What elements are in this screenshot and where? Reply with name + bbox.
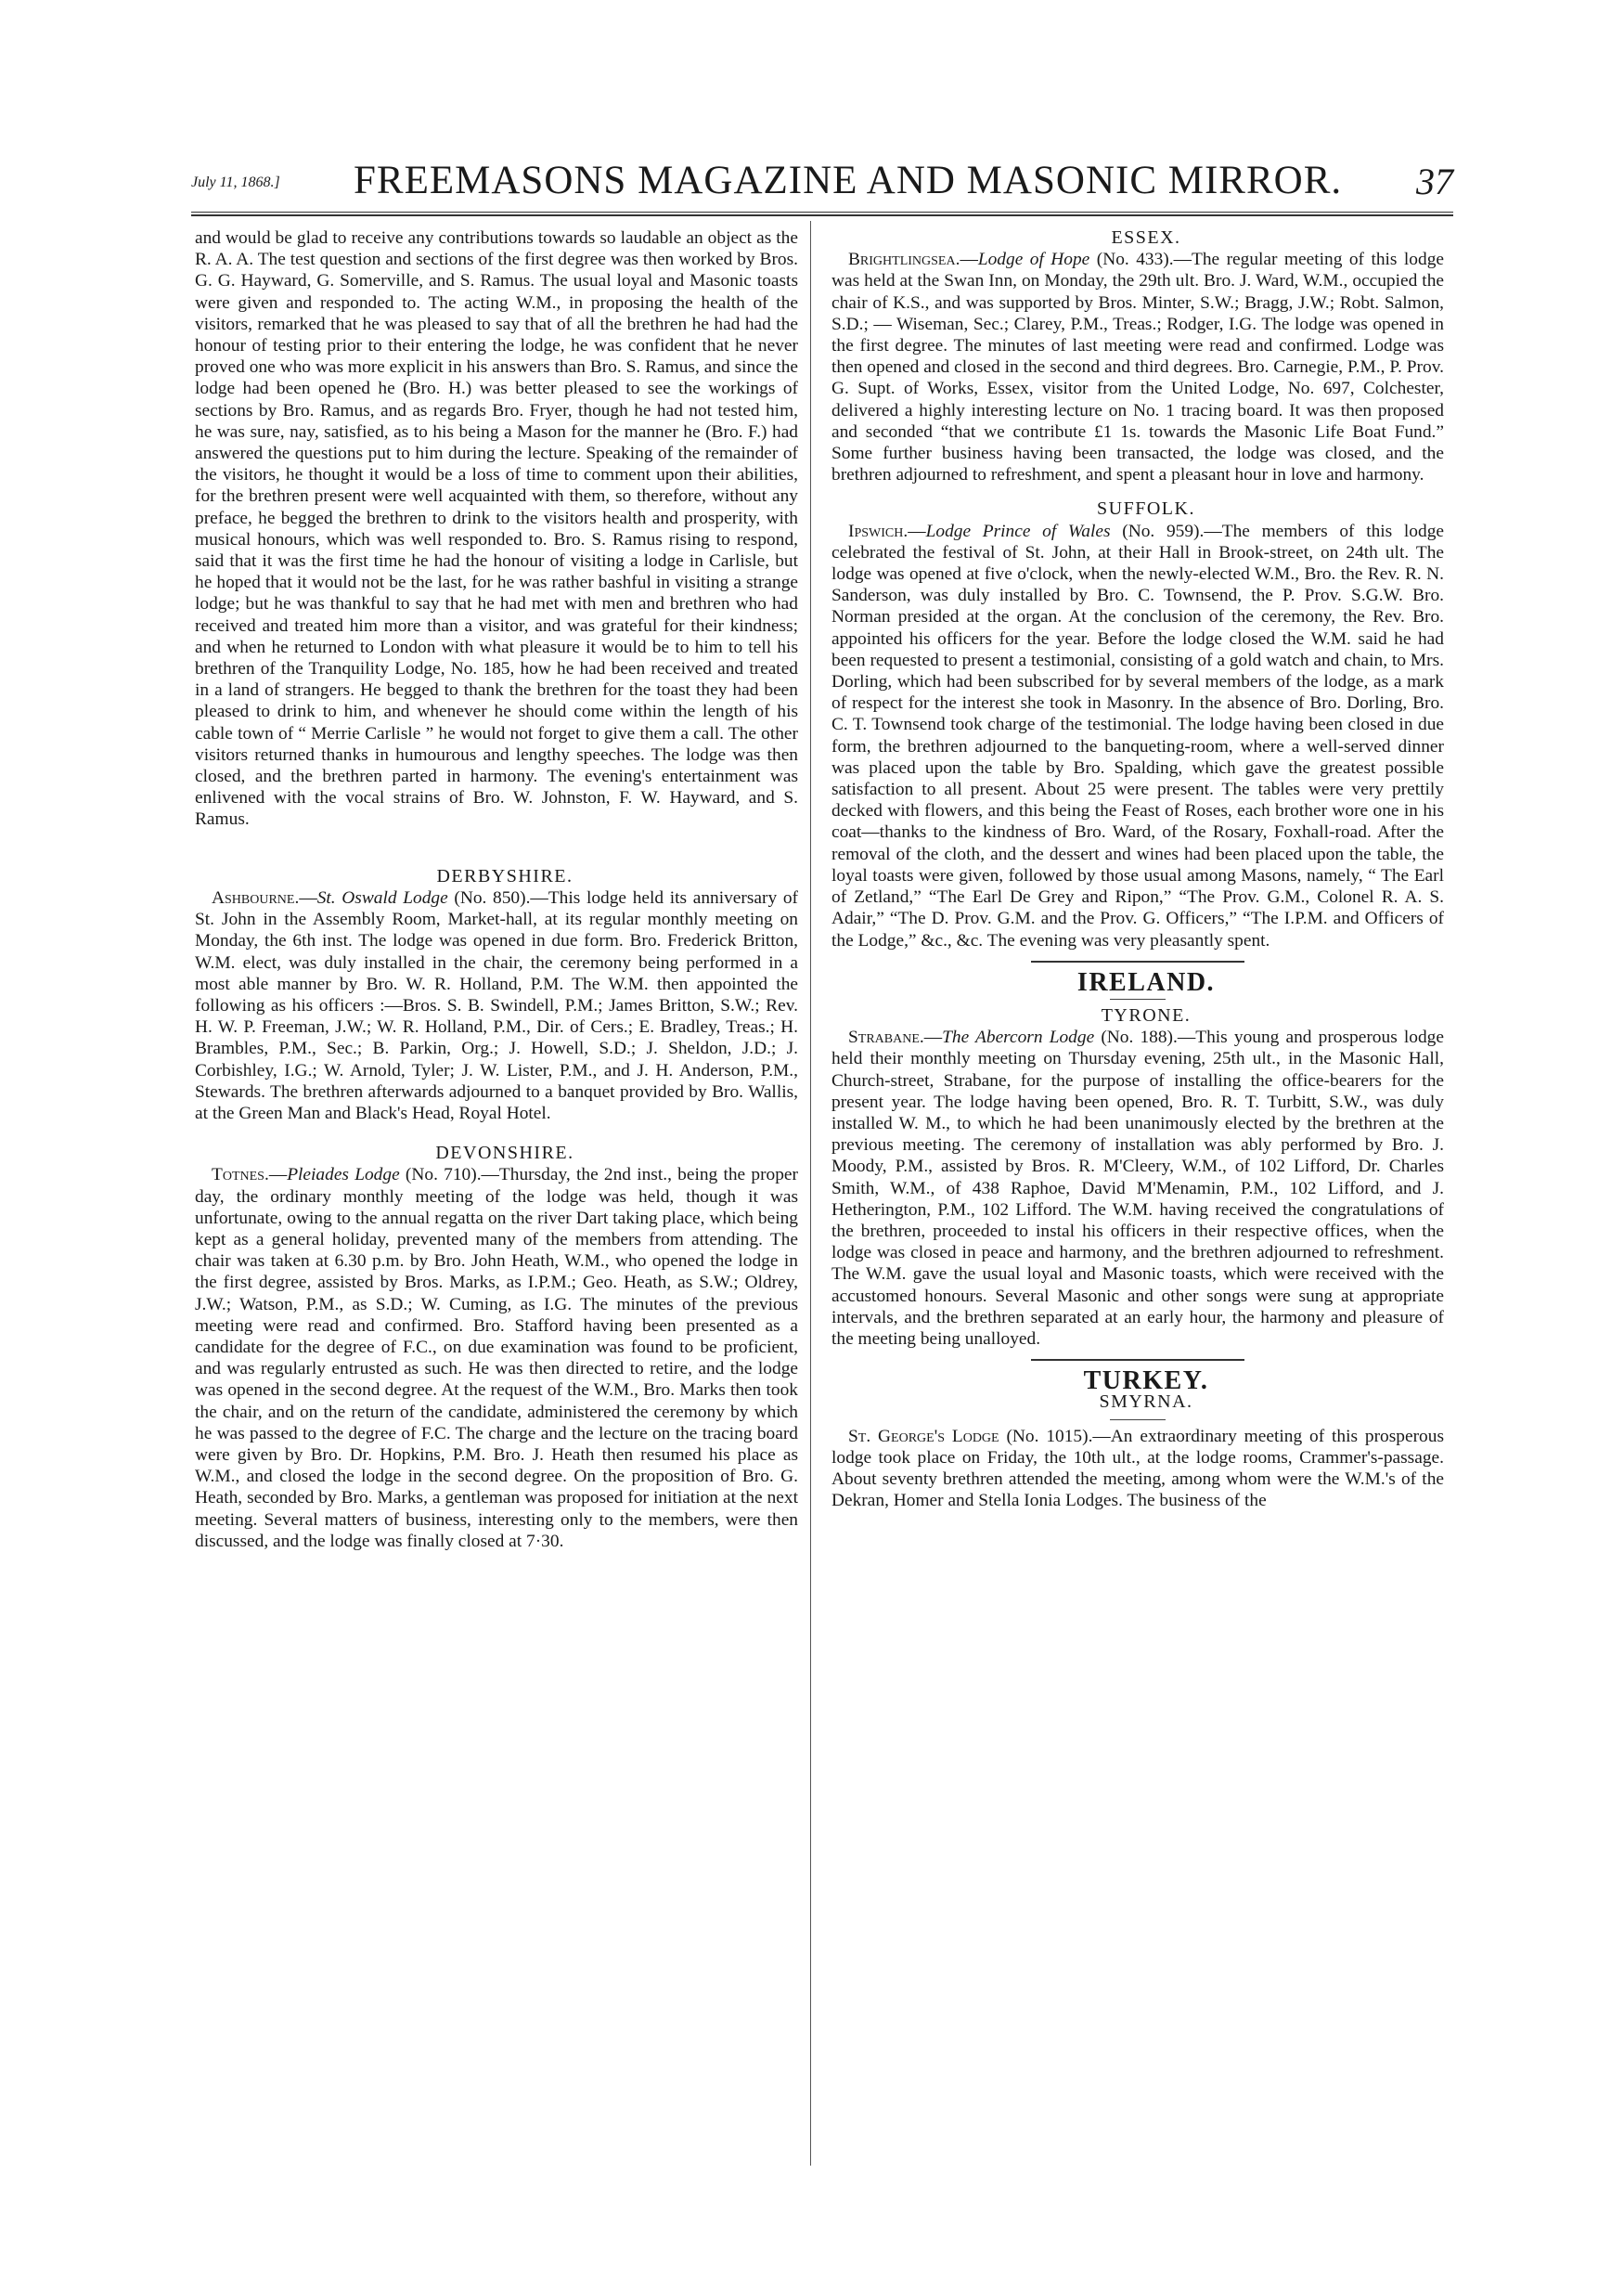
- section-rule: [1031, 961, 1244, 963]
- left-column: [195, 227, 798, 1552]
- place-name: Ashbourne.: [212, 887, 300, 908]
- report-essex: Brightlingsea.—Lodge of Hope (No. 433).—The regular meeting of this lodge was held at the Swan Inn, on Monday, the 29th ult. Bro. J. Ward, W.M., occupied the chair of K.S., and was supported by Bros. Minter, S.W.; Bragg, J.W.; Robt. Salmon, S.D.; — Wiseman, Sec.; Clarey, P.M., Treas.; Rodger, I.G. The lodge was opened in the first degree. The minutes of last meeting were read and confirmed. Lodge was then opened and closed in the second and third degrees. Bro. Carnegie, P.M., P. Prov. G. Supt. of Works, Essex, visitor from the United Lodge, No. 697, Colchester, delivered a highly interesting lecture on No. 1 tracing board. It was then proposed and seconded “that we contribute £1 1s. towards the Masonic Life Boat Fund.” Some further business having been transacted, the lodge was closed, and the brethren adjourned to refreshment, and spent a pleasant hour in love and harmony.: [831, 250, 1444, 485]
- report-tyrone: Strabane.—The Abercorn Lodge (No. 188).—This young and prosperous lodge held their monthly meeting on Thursday evening, 25th ult., in the Masonic Hall, Church-street, Strabane, for the purpose of installing the office-bearers for the present year. The lodge having been opened, Bro. R. T. Turbitt, S.W., was duly installed W. M., to which he had been unanimously elected by the brethren at the previous meeting. The ceremony of installation was ably performed by Bro. J. Moody, P.M., assisted by Bros. R. M'Cleery, W.M., of 102 Lifford, Dr. Charles Smith, W.M., of 438 Raphoe, David M'Menamin, P.M., 102 Lifford, and J. Hetherington, P.M., 102 Lifford. The W.M. having received the congratulations of the brethren, proceeded to instal his officers in their respective offices, when the lodge was closed in peace and harmony, and the brethren adjourned to refreshment. The W.M. gave the usual loyal and Masonic toasts, which were received with the accustomed honours. Several Masonic and other songs were sung at appropriate intervals, and the brethren separated at an early hour, the harmony and pleasure of the meeting being unalloyed.: [831, 1028, 1444, 1349]
- lodge-name: Lodge Prince of Wales: [925, 521, 1111, 541]
- section-heading-suffolk: SUFFOLK.: [1097, 498, 1195, 520]
- column-divider: [810, 221, 811, 2166]
- report-devonshire: Totnes.—Pleiades Lodge (No. 710).—Thursday, the 2nd inst., being the proper day, the ordinary monthly meeting of the lodge was held, though it was unfortunate, owing to the annual regatta on the river Dart taking place, which being kept as a general holiday, prevented many of the members from attending. The chair was taken at 6.30 p.m. by Bro. John Heath, W.M., who opened the lodge in the first degree, assisted by Bros. Marks, as I.P.M.; Geo. Heath, as S.W.; Oldrey, J.W.; Watson, P.M., as S.D.; W. Cuming, as I.G. The minutes of the previous meeting were read and confirmed. Bro. Stafford having been presented as a candidate for the degree of F.C., on due examination was found to be proficient, and was regularly entrusted as such. He was then directed to retire, and the lodge was opened in the second degree. At the request of the W.M., Bro. Marks then took the chair, and on the return of the candidate, administered the ceremony by which he was passed to the degree of F.C. The charge and the lecture on the tracing board were given by Bro. Dr. Hopkins, P.M. Bro. J. Heath then resumed his place as W.M., and closed the lodge in the second degree. On the proposition of Bro. G. Heath, seconded by Bro. Marks, a gentleman was proposed for initiation at the next meeting. Several matters of business, interesting only to the members, were then discussed, and the lodge was finally closed at 7·30.: [195, 1165, 798, 1551]
- heading-rule: [1110, 1419, 1166, 1420]
- report-text: (No. 710).—Thursday, the 2nd inst., being the proper day, the ordinary monthly meeting of the lodge was held, though it was unfortunate, owing to the annual regatta on the river Dart taking place, which being kept as a general holiday, prevented many of the members from attending. The chair was taken at 6.30 p.m. by Bro. John Heath, W.M., who opened the lodge in the first degree, assisted by Bros. Marks, as I.P.M.; Geo. Heath, as S.W.; Oldrey, J.W.; Watson, P.M., as S.D.; W. Cuming, as I.G. The minutes of the previous meeting were read and confirmed. Bro. Stafford having been presented as a candidate for the degree of F.C., on due examination was found to be proficient, and was regularly entrusted as such. He was then directed to retire, and the lodge was opened in the second degree. At the request of the W.M., Bro. Marks then took the chair, and on the return of the candidate, administered the ceremony by which he was passed to the degree of F.C. The charge and the lecture on the tracing board were given by Bro. Dr. Hopkins, P.M. Bro. J. Heath then resumed his place as W.M., and closed the lodge in the second degree. On the proposition of Bro. G. Heath, seconded by Bro. Marks, a gentleman was proposed for initiation at the next meeting. Several matters of business, interesting only to the members, were then discussed, and the lodge was finally closed at 7·30.: [195, 1165, 798, 1551]
- masthead: [191, 147, 1453, 208]
- report-text: (No. 959).—The members of this lodge celebrated the festival of St. John, at their Hall in Brook-street, on 24th ult. The lodge was opened at five o'clock, when the newly-elected W.M., Bro. the Rev. R. N. Sanderson, was duly installed by Bro. C. Townsend, the P. Prov. S.G.W. Bro. Norman presided at the organ. At the conclusion of the ceremony, the Rev. Bro. appointed his officers for the year. Before the lodge closed the W.M. said he had been requested to present a testimonial, consisting of a gold watch and chain, to Mrs. Dorling, which had been subscribed for by several members of the lodge, as a mark of respect for the interest she took in Masonry. In the absence of Bro. Dorling, Bro. C. T. Townsend took charge of the testimonial. The lodge having been closed in due form, the brethren adjourned to the banqueting-room, where a well-served dinner was placed upon the table by Bro. Spalding, which gave the greatest possible satisfaction to all present. About 25 were present. The tables were very prettily decked with flowers, and this being the Feast of Roses, each brother wore one in his coat—thanks to the kindness of Bro. Ward, of the Rosary, Foxhall-road. After the removal of the cloth, and the dessert and wines had been placed upon the table, the loyal toasts were given, followed by those usual among Masons, namely, “ The Earl of Zetland,” “The Earl De Grey and Ripon,” “The Prov. G.M., Colonel R. A. S. Adair,” “The D. Prov. G.M. and the Prov. G. Officers,” “The I.P.M. and Officers of the Lodge,” &c., &c. The evening was very pleasantly spent.: [831, 521, 1444, 951]
- page-number: 37: [1416, 161, 1453, 202]
- report-suffolk: Ipswich.—Lodge Prince of Wales (No. 959).—The members of this lodge celebrated the festival of St. John, at their Hall in Brook-street, on 24th ult. The lodge was opened at five o'clock, when the newly-elected W.M., Bro. the Rev. R. N. Sanderson, was duly installed by Bro. C. Townsend, the P. Prov. S.G.W. Bro. Norman presided at the organ. At the conclusion of the ceremony, the Rev. Bro. appointed his officers for the year. Before the lodge closed the W.M. said he had been requested to present a testimonial, consisting of a gold watch and chain, to Mrs. Dorling, which had been subscribed for by several members of the lodge, as a mark of respect for the interest she took in Masonry. In the absence of Bro. Dorling, Bro. C. T. Townsend took charge of the testimonial. The lodge having been closed in due form, the brethren adjourned to the banqueting-room, where a well-served dinner was placed upon the table by Bro. Spalding, which gave the greatest possible satisfaction to all present. About 25 were present. The tables were very prettily decked with flowers, and this being the Feast of Roses, each brother wore one in his coat—thanks to the kindness of Bro. Ward, of the Rosary, Foxhall-road. After the removal of the cloth, and the dessert and wines had been placed upon the table, the loyal toasts were given, followed by those usual among Masons, namely, “ The Earl of Zetland,” “The Earl De Grey and Ripon,” “The Prov. G.M., Colonel R. A. S. Adair,” “The D. Prov. G.M. and the Prov. G. Officers,” “The I.P.M. and Officers of the Lodge,” &c., &c. The evening was very pleasantly spent.: [831, 521, 1444, 951]
- place-name: Brightlingsea.: [848, 250, 960, 270]
- publication-title: FREEMASONS MAGAZINE AND MASONIC MIRROR.: [354, 159, 1343, 202]
- lodge-name: St. Oswald Lodge: [316, 887, 448, 908]
- lodge-name: Pleiades Lodge: [287, 1165, 400, 1185]
- report-text: (No. 188).—This young and prosperous lodge held their monthly meeting on Thursday evening, 25th ult., in the Masonic Hall, Church-street, Strabane, for the purpose of installing the office-bearers for the present year. The lodge having been opened, Bro. R. T. Turbitt, S.W., was duly installed W. M., to which he had been unanimously elected by the brethren at the previous meeting. The ceremony of installation was ably performed by Bro. J. Moody, P.M., assisted by Bros. R. M'Cleery, W.M., of 102 Lifford, Dr. Charles Smith, W.M., of 438 Raphoe, David M'Menamin, P.M., 102 Lifford, and J. Hetherington, P.M., 102 Lifford. The W.M. having received the congratulations of the brethren, proceeded to instal his officers in their respective offices, when the lodge was closed in peace and harmony, and the brethren adjourned to refreshment. The W.M. gave the usual loyal and Masonic toasts, which were received with the accustomed honours. Several Masonic and other songs were sung at appropriate intervals, and the brethren separated at an early hour, the harmony and pleasure of the meeting being unalloyed.: [831, 1028, 1444, 1349]
- place-name: Strabane.: [848, 1028, 924, 1048]
- place-name: St. George's Lodge: [848, 1426, 999, 1446]
- section-rule: [1031, 1359, 1244, 1361]
- right-column: [831, 227, 1444, 1511]
- subheading-smyrna: SMYRNA.: [1099, 1391, 1193, 1413]
- continuation-paragraph: and would be glad to receive any contributions towards so laudable an object as the R. A. A. The test question and sections of the first degree was then worked by Bros. G. G. Hayward, G. Somerville, and S. Ramus. The usual loyal and Masonic toasts were given and responded to. The acting W.M., in proposing the health of the visitors, remarked that he was pleased to say that of all the brethren he had had the honour of testing prior to their entering the lodge, he was confident that he never proved one who was more explicit in his answers than Bro. S. Ramus, and since the lodge had been opened he (Bro. H.) was better pleased to see the workings of sections by Bro. Ramus, and as regards Bro. Fryer, though he had not tested him, he was sure, nay, satisfied, as to his being a Mason for the manner he (Bro. F.) had answered the questions put to him during the lecture. Speaking of the remainder of the visitors, he thought it would be a loss of time to comment upon their abilities, for the brethren present were well acquainted with them, so therefore, without any preface, he begged the brethren to drink to the visitors health and prosperity, with musical honours, which was well responded to. Bro. S. Ramus rising to respond, said that it was the first time he had the honour of visiting a lodge in Carlisle, but he hoped that it would not be the last, for he was rather bashful in visiting a strange lodge; but he was thankful to say that he had met with men and brethren who had received and treated him more than a visitor, and was grateful for their kindness; and when he returned to London with what pleasure it would be to him to tell his brethren of the Tranquility Lodge, No. 185, how he had been received and treated in a land of strangers. He begged to thank the brethren for the toast they had been pleased to drink to him, and whenever he should come within the length of his cable town of “ Merrie Carlisle ” he would not forget to give them a call. The other visitors returned thanks in humourous and lengthy speeches. The lodge was then closed, and the brethren parted in harmony. The evening's entertainment was enlivened with the vocal strains of Bro. W. Johnston, F. W. Hayward, and S. Ramus.: [195, 228, 798, 830]
- masthead-rule: [191, 212, 1453, 216]
- section-heading-ireland: IRELAND.: [1076, 967, 1216, 997]
- lodge-name: Lodge of Hope: [977, 250, 1090, 270]
- report-smyrna: [831, 1426, 1444, 1512]
- subheading-tyrone: TYRONE.: [1101, 1004, 1192, 1026]
- lodge-name: The Abercorn Lodge: [942, 1028, 1095, 1048]
- report-text: (No. 433).—The regular meeting of this lodge was held at the Swan Inn, on Monday, the 29th ult. Bro. J. Ward, W.M., occupied the chair of K.S., and was supported by Bros. Minter, S.W.; Bragg, J.W.; Robt. Salmon, S.D.; — Wiseman, Sec.; Clarey, P.M., Treas.; Rodger, I.G. The lodge was opened in the first degree. The minutes of last meeting were read and confirmed. Lodge was then opened and closed in the second and third degrees. Bro. Carnegie, P.M., P. Prov. G. Supt. of Works, Essex, visitor from the United Lodge, No. 697, Colchester, delivered a highly interesting lecture on No. 1 tracing board. It was then proposed and seconded “that we contribute £1 1s. towards the Masonic Life Boat Fund.” Some further business having been transacted, the lodge was closed, and the brethren adjourned to refreshment, and spent a pleasant hour in love and harmony.: [831, 250, 1444, 485]
- report-derbyshire: Ashbourne.—St. Oswald Lodge (No. 850).—This lodge held its anniversary of St. John in the Assembly Room, Market-hall, at its regular monthly meeting on Monday, the 6th inst. The lodge was opened in due form. Bro. Frederick Britton, W.M. elect, was duly installed in the chair, the ceremony being performed in a most able manner by Bro. W. R. Holland, P.M. The W.M. then appointed the following as his officers :—Bros. S. B. Swindell, P.M.; James Britton, S.W.; Rev. H. W. P. Freeman, J.W.; W. R. Holland, P.M., Dir. of Cers.; E. Bradley, Treas.; H. Brambles, P.M., Sec.; B. Parkin, Org.; J. Howell, S.D.; J. Sheldon, J.D.; J. Corbishley, I.G.; W. Arnold, Tyler; J. W. Lister, P.M., and J. H. Anderson, P.M., Stewards. The brethren afterwards adjourned to a banquet provided by Bro. Wallis, at the Green Man and Black's Head, Royal Hotel.: [195, 887, 798, 1123]
- section-heading-derbyshire: DERBYSHIRE.: [436, 865, 574, 886]
- section-heading-devonshire: DEVONSHIRE.: [435, 1143, 574, 1164]
- section-heading-essex: ESSEX.: [1111, 227, 1181, 248]
- place-name: Ipswich.: [848, 521, 909, 541]
- section-heading-turkey: TURKEY.: [1083, 1366, 1209, 1396]
- heading-rule: [1110, 999, 1166, 1000]
- issue-date: July 11, 1868.]: [191, 175, 280, 190]
- report-text: (No. 850).—This lodge held its anniversary of St. John in the Assembly Room, Market-hall, at its regular monthly meeting on Monday, the 6th inst. The lodge was opened in due form. Bro. Frederick Britton, W.M. elect, was duly installed in the chair, the ceremony being performed in a most able manner by Bro. W. R. Holland, P.M. The W.M. then appointed the following as his officers :—Bros. S. B. Swindell, P.M.; James Britton, S.W.; Rev. H. W. P. Freeman, J.W.; W. R. Holland, P.M., Dir. of Cers.; E. Bradley, Treas.; H. Brambles, P.M., Sec.; B. Parkin, Org.; J. Howell, S.D.; J. Sheldon, J.D.; J. Corbishley, I.G.; W. Arnold, Tyler; J. W. Lister, P.M., and J. H. Anderson, P.M., Stewards. The brethren afterwards adjourned to a banquet provided by Bro. Wallis, at the Green Man and Black's Head, Royal Hotel.: [195, 887, 798, 1123]
- report-text: (No. 1015).—An extraordinary meeting of this prosperous lodge took place on Friday, the 10th ult., at the lodge rooms, Crammer's-passage. About seventy brethren attended the meeting, among whom were the W.M.'s of the Dekran, Homer and Stella Ionia Lodges. The business of the: [831, 1426, 1444, 1511]
- place-name: Totnes.: [212, 1165, 269, 1185]
